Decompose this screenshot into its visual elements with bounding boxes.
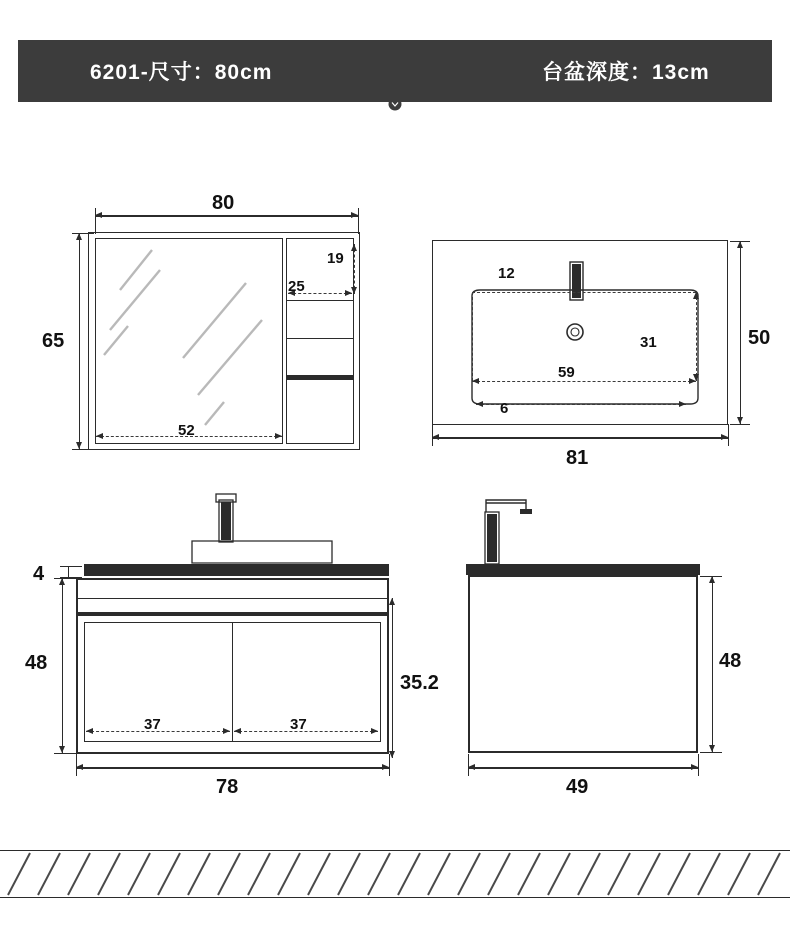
dim-shelf-top-height: 19 (327, 250, 344, 267)
ext-line-right-49 (698, 754, 699, 776)
arrow-left-78 (76, 764, 83, 770)
arrow-up-352 (389, 598, 395, 605)
arrow-left-52 (96, 433, 103, 439)
dim-basin-depth: 50 (748, 327, 771, 349)
ext-line-bot-48-side (700, 752, 722, 753)
arrow-right-80 (351, 212, 358, 218)
arrow-right-37a (223, 728, 230, 734)
arrow-left-6 (476, 401, 483, 407)
arrow-down-65 (76, 442, 82, 449)
dim-line-49 (468, 767, 698, 769)
dim-mirror-total-width: 80 (212, 192, 235, 214)
dim-mirror-panel-width: 52 (178, 422, 195, 439)
dim-basin-inner-width: 59 (558, 364, 575, 381)
decorative-hatch-strip (0, 850, 790, 898)
arrow-left-49 (468, 764, 475, 770)
dim-basin-inner-depth: 31 (640, 334, 657, 351)
dim-mirror-height: 65 (42, 330, 65, 352)
arrow-right-49 (691, 764, 698, 770)
dim-line-65 (79, 233, 80, 449)
chevron-down-icon[interactable] (388, 97, 402, 111)
cabinet-top-rail (78, 598, 387, 599)
dim-line-78 (76, 767, 389, 769)
dim-cabinet-height: 48 (25, 652, 48, 674)
dim-basin-front-offset: 6 (500, 400, 509, 417)
arrow-left-37b (234, 728, 241, 734)
shelf-divider-2 (286, 338, 354, 339)
cabinet-handle-rail (78, 612, 387, 616)
dim-line-50 (740, 241, 741, 424)
dim-door-left-width: 37 (144, 716, 161, 733)
dash-inner-left (472, 292, 473, 381)
ext-line-bot-50 (730, 424, 750, 425)
ext-line-top-48 (54, 578, 76, 579)
side-cabinet-body (468, 575, 698, 753)
dash-inner-top (472, 292, 696, 293)
side-shelf-column (286, 238, 354, 444)
mirror-panel (95, 238, 283, 444)
arrow-right-59 (689, 378, 696, 384)
basin-outline (432, 240, 728, 425)
footer-whitespace (0, 898, 790, 932)
arrow-right-81 (721, 434, 728, 440)
shelf-divider-1 (286, 300, 354, 301)
arrow-right-6 (679, 401, 686, 407)
dim-cabinet-total-width: 78 (216, 776, 239, 798)
side-countertop-slab (466, 564, 700, 575)
dim-line-48-front (62, 578, 63, 753)
arrow-up-65 (76, 233, 82, 240)
arrow-down-48-side (709, 745, 715, 752)
dim-shelf-width: 25 (288, 278, 305, 295)
arrow-left-81 (432, 434, 439, 440)
dim-line-352 (392, 598, 393, 758)
dim-countertop-thickness: 4 (33, 563, 45, 585)
dim-side-height: 48 (719, 650, 742, 672)
dim-cabinet-body-height: 35.2 (400, 672, 439, 694)
arrow-right-37b (371, 728, 378, 734)
ext-line-right-80 (358, 208, 359, 234)
dim-line-4 (68, 566, 69, 577)
ext-line-4a (60, 566, 82, 567)
countertop-slab (84, 564, 389, 576)
arrow-left-80 (95, 212, 102, 218)
dim-line-81 (432, 437, 728, 439)
arrow-up-48-front (59, 578, 65, 585)
dim-line-80 (95, 215, 358, 217)
arrow-down-19 (351, 287, 357, 294)
arrow-right-52 (275, 433, 282, 439)
door-center-divider (232, 622, 233, 742)
ext-line-bot-48 (54, 753, 76, 754)
dash-inner-bottom (472, 381, 696, 382)
arrow-right-78 (382, 764, 389, 770)
dim-side-depth: 49 (566, 776, 589, 798)
arrow-up-50 (737, 241, 743, 248)
arrow-left-37a (86, 728, 93, 734)
dim-basin-back-offset: 12 (498, 265, 515, 282)
dim-door-right-width: 37 (290, 716, 307, 733)
model-size-label: 6201-尺寸：80cm (90, 61, 273, 84)
ext-line-right-81 (728, 424, 729, 446)
dim-line-48-side (712, 576, 713, 752)
arrow-up-19 (351, 244, 357, 251)
arrow-up-31 (693, 292, 699, 299)
header-banner (18, 40, 772, 102)
dash-inner-right (696, 292, 697, 381)
ext-line-bot-65 (72, 449, 94, 450)
arrow-left-59 (472, 378, 479, 384)
arrow-up-48-side (709, 576, 715, 583)
shelf-divider-3 (286, 375, 354, 380)
ext-line-right-78 (389, 754, 390, 776)
arrow-down-50 (737, 417, 743, 424)
dim-basin-total-width: 81 (566, 447, 589, 469)
basin-depth-label: 台盆深度：13cm (542, 61, 710, 84)
arrow-down-48-front (59, 746, 65, 753)
